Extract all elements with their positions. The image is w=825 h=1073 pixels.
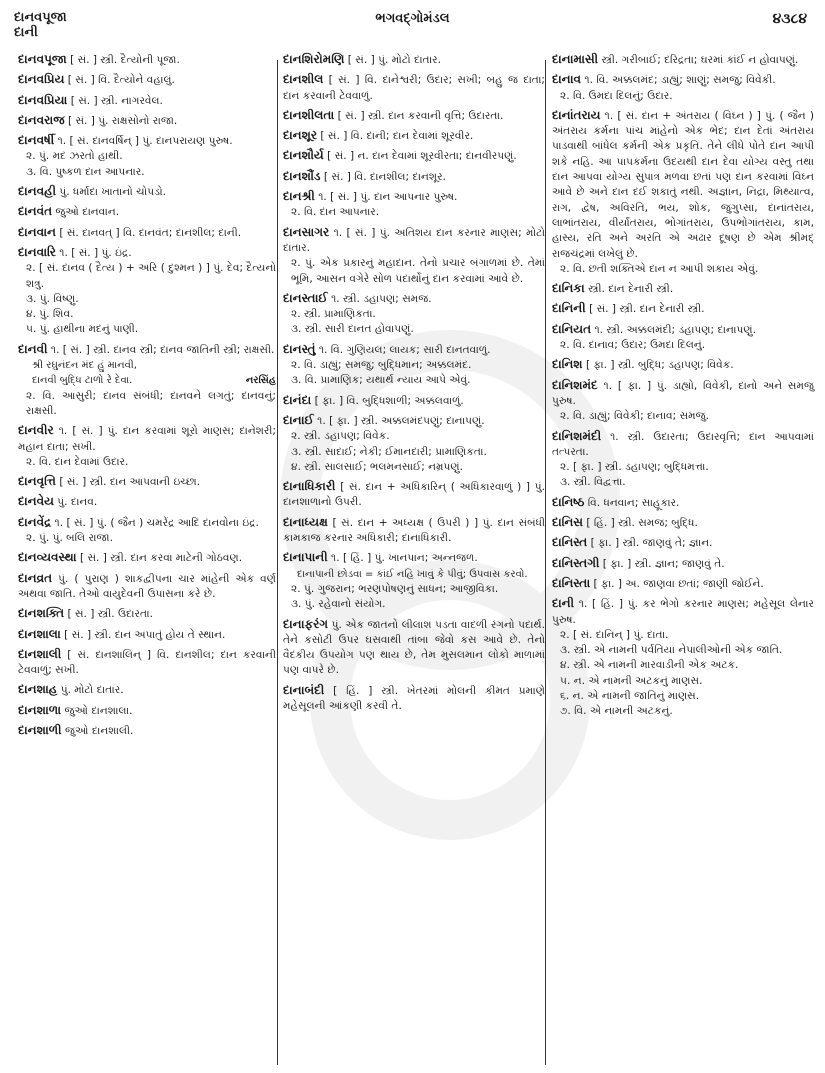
headword: દાનવપૂજા: [18, 52, 67, 66]
headword: દાનિશમંદી: [552, 428, 602, 443]
headword: દાનિકા: [552, 281, 585, 296]
dictionary-entry: [283, 52, 545, 68]
dictionary-entry: [18, 133, 276, 180]
definition: [ સં. ] પું. રાક્ષસોનો રાજા.: [67, 114, 178, 127]
headword: દાનશીલ: [283, 72, 324, 87]
headword: દાનવીર: [18, 423, 54, 438]
definition: ૧. [ હિં. ] પું. કર ભેગો કરનાર માણસ; મહેસૂલ લેનાર પુરુષ.: [552, 598, 814, 626]
headword: દાનવપ્રિયા: [18, 92, 68, 107]
dictionary-entry: [283, 393, 545, 409]
definition: ૧. [ હિં. ] પું. ખાનપાન; અન્નજળ.: [331, 552, 478, 565]
dictionary-entry: [18, 423, 276, 470]
headword: દાનિસ: [552, 515, 584, 530]
headword: દાનાધિકારી: [283, 479, 336, 494]
sense: ૨. [ ફા. ] સ્ત્રી. ડહાપણ; બુદ્ધિમત્તા.: [560, 461, 709, 474]
definition: ૧. [ સં. ] સ્ત્રી. દાનવ સ્ત્રી; દાનવ જાતિની સ્ત્રી; રાક્ષસી.: [50, 343, 275, 356]
definition: [ સં. દાન + અધિકારિન્ ( અધિકારવાળું ) ] પું. દાનશાળાનો ઉપરી.: [283, 481, 545, 509]
headword: દાનશિરોમણિ: [283, 52, 345, 66]
headword: દાનશાહ: [18, 682, 58, 697]
dictionary-entry: [552, 576, 814, 592]
dictionary-entry: [18, 571, 276, 603]
dictionary-entry: [18, 515, 276, 547]
dictionary-entry: [18, 342, 276, 419]
headword: દાનવ્રત: [18, 570, 53, 585]
sense: ૩. પું. રહેવાનો સંયોગ.: [291, 598, 386, 611]
definition: ૧. વિ. અક્કલમંદ; ડાહ્યું; શાણું; સમજુ; વિવેકી.: [584, 74, 776, 87]
dictionary-entry: [18, 494, 276, 510]
definition: ૧. [ ફા. ] સ્ત્રી. અક્કલમંદપણું; દાનાપણું.: [317, 414, 485, 427]
sense: ૨. સ્ત્રી. પ્રામાણિકતા.: [291, 308, 376, 321]
headword: દાનાપાની: [283, 550, 328, 565]
dictionary-entry: [552, 357, 814, 373]
definition: [ સં. ] સ્ત્રી. દાન આપવાની ઇચ્છા.: [59, 476, 201, 489]
definition: ૧. [ સં. દાન + અંતરાય ( વિઘ્ન ) ] પું. ( જૈન ) અંતરાય કર્મના પાંચ માંહેનો એક ભેદ; દાન દેતાં અંતરાય પાડવાથી બાંધેલ કર્મની એક પ્રકૃતિ. તેને લીધે પોતે દાન આપી શકે નહિ. આ પાપકર્મના ઉદયથી દાન દેવા યોગ્ય વસ્તુ તથા દાન આપવા યોગ્ય સુપાત્ર મળવા છતાં પણ દાન કરવામાં વિઘ્ન આવે છે અને દાન દઈ શકાતું નથી. અજ્ઞાન, નિદ્રા, મિથ્યાત્વ, રાગ, દ્વેષ, અવિરતિ, ભય, શોક, જુગુપ્સા, દાનાંતરાય, લાભાંતરાય, વીર્યાંતરાય, ભોગાંતરાય, ઉપભોગાંતરાય, કામ, હાસ્ય, રતિ અને અરતિ એ અઢાર દૂષણ છે એમ શ્રીમદ્ રાજચંદ્રમાં લખેલું છે.: [552, 109, 814, 260]
definition: [ સં. ] પું. મોટો દાતાર.: [347, 54, 441, 66]
sense: ૪. પું. શિવ.: [26, 308, 74, 321]
sense: ૫. ન. એ નામની અટકનું માણસ.: [560, 674, 703, 687]
dictionary-entry: [18, 606, 276, 622]
dictionary-entry: [18, 723, 276, 739]
sense: ૩. વિ. પુષ્કળ દાન આપનાર.: [26, 165, 145, 178]
sense: ૨. વિ. દાન દેવામાં ઉદાર.: [26, 455, 129, 468]
definition: પું. ( પુરાણ ) શાકદ્વીપના ચાર માંહેની એક વર્ણ અથવા જાતિ. તેઓ વાયુદેવની ઉપાસના કરે છે.: [18, 572, 277, 600]
dictionary-entry: [283, 189, 545, 221]
sense: ૩. વિ. પ્રામાણિક; યથાર્થ ન્યાય આપે એવું.: [291, 374, 471, 387]
dictionary-entry: [18, 113, 276, 129]
definition: ૧. [ સં. ] પું. દાન આપનાર પુરુષ.: [318, 191, 458, 204]
headword: દાનવ્યવસ્થા: [18, 550, 77, 565]
page-header: [0, 0, 825, 44]
sense: ૨. વિ. ઉમદા દિલનું; ઉદાર.: [560, 89, 673, 102]
definition: પું. એક જાતનો લીલાશ પડતા વાદળી રંગનો પદાર્થ. તેને કસોટી ઉપર ઘસવાથી તાંબા જેવો કસ આવે છે. તેનો વૈદકીય ઉપયોગ પણ થાય છે, તેમ મુસલમાન લોકો માળામાં પણ વાપરે છે.: [283, 618, 545, 677]
headword: દાનંદા: [283, 392, 312, 407]
headword: દાનશાલી: [18, 646, 62, 661]
sense: ૩. સ્ત્રી. સાદાઈ; નેકી; ઈમાનદારી; પ્રામાણિકતા.: [291, 445, 487, 458]
headword: દાનિસ્ત: [552, 535, 588, 550]
dictionary-entry: [18, 93, 276, 109]
sense: ૨. [ સં. દાનિન્ ] પું. દાતા.: [560, 628, 669, 641]
sense: ૨. પું. મદ ઝરતો હાથી.: [26, 150, 123, 163]
definition: [ હિં. ] સ્ત્રી. ખેતરમાં મોલની કીમત પ્રમાણે મહેસૂલની આંકણી કરવી તે.: [283, 684, 545, 712]
sense: ૩. સ્ત્રી. એ નામની પર્વતિયા નેપાલીઓની એક જાતિ.: [560, 644, 783, 657]
dictionary-entry: [552, 535, 814, 551]
headword: દાનામાસી: [552, 52, 599, 66]
sense: ૨. પું. એક પ્રકારનું મહાદાન. તેનો પ્રચાર બંગાળમાં છે. તેમાં ભૂમિ, આસન વગેરે સોળ પદાર્થોનું દાન કરવામાં આવે છે.: [291, 257, 545, 285]
sense: ૩. સ્ત્રી. વિદ્વત્તા.: [560, 476, 626, 489]
dictionary-entry: [283, 225, 545, 287]
dictionary-entry: [18, 204, 276, 220]
definition: વિ. ધનવાન; સાહૂકાર.: [587, 496, 680, 509]
headword: દાનાઈ: [283, 412, 314, 427]
definition: [ ફા. ] વિ. બુદ્ધિશાળી; અક્કલવાળું.: [314, 394, 464, 407]
headword: દાનવેંદ્ર: [18, 514, 52, 529]
sense: ૨. પું. ગુજરાન; ભરણપોષણનું સાધન; આજીવિકા.: [291, 582, 499, 595]
headword: દાનિની: [552, 301, 586, 316]
headword: દાનશક્તિ: [18, 606, 65, 621]
sense: ૨. વિ. દાનાવ; ઉદાર; ઉમદા દિલનું.: [560, 339, 706, 352]
dictionary-entry: [552, 52, 814, 68]
headword: દાનિષ્ઠ: [552, 494, 585, 509]
headword: દાનશૌંડ: [283, 168, 321, 183]
headword: દાનવપ્રિય: [18, 72, 65, 87]
headword: દાનવૃત્તિ: [18, 474, 56, 489]
sense: ૨. વિ. ડાહ્યું; વિવેકી; દાનાવ; સમજુ.: [560, 410, 710, 423]
headword: દાનશાળી: [18, 722, 62, 737]
headword: દાનશૌર્ય: [283, 148, 324, 163]
dictionary-entry: [552, 108, 814, 277]
headword: દાનવંત: [18, 204, 53, 219]
column-2: [283, 52, 545, 718]
definition: જુઓ દાનવાન.: [55, 206, 120, 219]
dictionary-entry: [283, 683, 545, 715]
definition: [ સં. ] વિ. દાની; દાન દેવામાં શૂરવીર.: [320, 130, 474, 143]
sense: ૩. પું. વિષ્ણુ.: [26, 292, 79, 305]
sense: ૨. પું. પું. બલિ રાજા.: [26, 532, 113, 545]
headword: દાનવી: [18, 341, 48, 356]
headword: દાનશાલા: [18, 626, 61, 641]
poet-attribution: નરસિંહ: [245, 375, 276, 387]
headword: દાનાધ્યક્ષ: [283, 514, 328, 529]
dictionary-entry: [283, 479, 545, 511]
definition: [ ફા. ] સ્ત્રી. બુદ્ધિ; ડહાપણ; વિવેક.: [585, 359, 734, 372]
definition: સ્ત્રી. ગરીબાઈ; દરિદ્રતા; ઘરમાં કાંઈ ન હોવાપણું.: [601, 54, 799, 66]
headword: દાનિસ્તા: [552, 575, 591, 590]
definition: ૧. સ્ત્રી. ઉદારતા; ઉદારવૃત્તિ; દાન આપવામાં તત્પરતા.: [552, 430, 815, 458]
dictionary-entry: [283, 72, 545, 104]
page-title: ભગવદ્ગોમંડલ: [375, 11, 450, 26]
guide-word-first: દાનવપૂજા: [14, 10, 67, 25]
definition: ૧. [ સં. ] પું. દાન કરવામાં શૂરો માણસ; દાનેશરી; મહાન દાતા; સખી.: [18, 425, 276, 453]
headword: દાનિયત: [552, 321, 592, 336]
headword: દાનાંતરાય: [552, 107, 601, 122]
sense: ૨. વિ. ડાહ્યું; સમજુ; બુદ્ધિમાન; અક્કલમંદ.: [291, 359, 472, 372]
headword: દાનસ્તાઈ: [283, 290, 328, 305]
dictionary-entry: [18, 245, 276, 338]
dictionary-entry: [283, 148, 545, 164]
definition: [ સં. ] સ્ત્રી. દાન દેનારી સ્ત્રી.: [589, 303, 705, 316]
definition: [ ફા. ] સ્ત્રી. જ્ઞાન; જાણવું તે.: [602, 557, 725, 570]
dictionary-entry: [18, 225, 276, 241]
definition: ૧. [ સં. ] પું. ઇંદ્ર.: [59, 246, 132, 259]
headword: દાનવેય: [18, 494, 54, 509]
dictionary-entry: [283, 550, 545, 612]
dictionary-entry: [18, 627, 276, 643]
dictionary-entry: [283, 128, 545, 144]
definition: [ સં. ] વિ. દાનશીલ; દાનશૂર.: [323, 170, 446, 183]
verse-line: દાનાપાની છોડવા = કાંઈ નહિ ખાવું કે પીવું; ઉપવાસ કરવો.: [297, 568, 528, 580]
dictionary-entry: [18, 703, 276, 719]
sense: ૨. વિ. આસુરી; દાનવ સંબંધી; દાનવને લગતું; દાનવનું; રાક્ષસી.: [26, 389, 276, 417]
definition: જુઓ દાનશાલા.: [64, 704, 133, 717]
sense: ૨. સ્ત્રી. ડહાપણ; વિવેક.: [291, 430, 390, 443]
definition: [ સં. ] વિ. દાનેશ્વરી; ઉદાર; સખી; બહુ જ દાતા; દાન કરવાની ટેવવાળું.: [283, 74, 545, 102]
headword: દાનસાગર: [283, 224, 330, 239]
headword: દાનવર્ષી: [18, 133, 55, 148]
page-number: ૪૩૮૪: [772, 11, 807, 27]
definition: ૧. [ સં. ] પું. અતિશય દાન કરનાર માણસ; મોટો દાતાર.: [283, 226, 545, 254]
headword: દાનવહી: [18, 184, 57, 199]
definition: [ સં. ] વિ. દૈત્યોને વહાલું.: [67, 74, 175, 87]
sense: ૨. [ સં. દાનવ ( દૈત્ય ) + અરિ ( દુશ્મન ) ] પું. દેવ; દૈત્યનો શત્રુ.: [26, 262, 276, 290]
dictionary-entry: [18, 72, 276, 88]
sense: ૨. વિ. છતી શક્તિએ દાન ન આપી શકાય એવું.: [560, 262, 759, 275]
headword: દાનશાળા: [18, 702, 62, 717]
dictionary-entry: [283, 617, 545, 679]
headword: દાનશીલતા: [283, 107, 335, 122]
dictionary-entry: [283, 342, 545, 389]
dictionary-entry: [283, 291, 545, 338]
dictionary-entry: [552, 429, 814, 491]
definition: પું. મોટો દાતાર.: [60, 684, 124, 697]
dictionary-entry: [552, 301, 814, 317]
headword: દાનવાન: [18, 224, 56, 239]
definition: ૧. [ ફા. ] પું. ડાહ્યો, વિવેકી, દાનો અને સમજુ પુરુષ.: [552, 379, 814, 407]
sense: ૪. સ્ત્રી. એ નામની મારવાડીની એક અટક.: [560, 659, 739, 672]
definition: પું. દાનવ.: [57, 496, 98, 509]
definition: સ્ત્રી. દાન દેનારી સ્ત્રી.: [588, 283, 674, 296]
sense: ૨. વિ. દાન આપનાર.: [291, 206, 380, 219]
dictionary-entry: [18, 184, 276, 200]
definition: પું. ધર્માદા ખાતાનો ચોપડો.: [59, 186, 166, 199]
definition: [ સં. ] ન. દાન દેવામાં શૂરવીરતા; દાનવીરપણું.: [327, 150, 517, 163]
verse-line: શ્રી રઘુનંદન મંદ હું માનવી,: [32, 360, 137, 372]
dictionary-entry: [283, 413, 545, 475]
dictionary-entry: [552, 322, 814, 354]
dictionary-entry: [552, 596, 814, 719]
sense: ૩. સ્ત્રી. સારી દાનત હોવાપણું.: [291, 323, 414, 336]
headword: દાનાવ: [552, 72, 582, 87]
dictionary-entry: [552, 495, 814, 511]
sense: ૪. સ્ત્રી. સાલસાઈ; ભલમનસાઈ; નમ્રપણું.: [291, 460, 463, 473]
definition: ૧. સ્ત્રી. અક્કલમંદી; ડહાપણ; દાનાપણું.: [594, 323, 756, 336]
definition: ૧. [ સં. દાનવર્ષિન્ ] પું. દાનપરાયણ પુરુષ.: [57, 135, 233, 148]
definition: [ સં. ] સ્ત્રી. ઉદારતા.: [67, 608, 153, 621]
headword: દાનાબંદી: [283, 682, 325, 697]
sense: ૭. વિ. એ નામની અટકનું.: [560, 705, 673, 718]
headword: દાનવરાજ: [18, 112, 65, 127]
definition: [ સં. દાનવત્ ] વિ. દાનવંત; દાનશીલ; દાની.: [59, 226, 242, 239]
column-3: [552, 52, 814, 724]
definition: [ સં. ] સ્ત્રી. દાન કરવા માટેની ગોઠવણ.: [79, 552, 243, 565]
sense: ૫. પું. હાથીના મદનું પાણી.: [26, 323, 139, 336]
dictionary-entry: [18, 474, 276, 490]
definition: [ હિં. ] સ્ત્રી. સમજ; બુદ્ધિ.: [586, 517, 698, 530]
dictionary-entry: [552, 556, 814, 572]
sense: ૬. ન. એ નામની જાતિનું માણસ.: [560, 689, 700, 702]
dictionary-entry: [18, 682, 276, 698]
headword: દાનસ્તું: [283, 341, 316, 356]
dictionary-entry: [552, 378, 814, 425]
headword: દાનિસ્તગી: [552, 555, 600, 570]
headword: દાનશૂર: [283, 128, 318, 143]
dictionary-entry: [552, 281, 814, 297]
guide-word-last: દાની: [14, 25, 38, 40]
dictionary-entry: [18, 550, 276, 566]
headword: દાનિશમંદ: [552, 377, 598, 392]
definition: [ સં. ] સ્ત્રી. દાન કરવાની વૃત્તિ; ઉદારતા.: [337, 109, 504, 122]
definition: [ ફા. ] સ્ત્રી. જાણવું તે; જ્ઞાન.: [590, 537, 713, 550]
dictionary-entry: [283, 108, 545, 124]
definition: [ સં. ] સ્ત્રી. દાન અપાતું હોય તે સ્થાન.: [64, 628, 226, 641]
headword: દાની: [552, 596, 575, 611]
verse-line: દાનવી બુદ્ધિ ટાળો રે દેવા. નરસિંહ: [18, 373, 276, 388]
definition: [ સં. ] સ્ત્રી. નાગરવેલ.: [70, 94, 163, 107]
definition: [ ફા. ] અ. જાણવા છતાં; જાણી જોઈને.: [593, 577, 764, 590]
definition: [ સં. દાન + અધ્યક્ષ ( ઉપરી ) ] પું. દાન સંબંધી કામકાજ કરનાર અધિકારી; દાનાધિકારી.: [283, 516, 545, 545]
headword: દાનવારિ: [18, 244, 56, 259]
column-1: [18, 52, 276, 743]
headword: દાનાફરંગ: [283, 616, 329, 631]
dictionary-entry: [283, 515, 545, 547]
definition: [ સં. ] સ્ત્રી. દૈત્યોની પૂજા.: [70, 54, 180, 66]
definition: [ સં. દાનશાલિન્ ] વિ. દાનશીલ; દાન કરવાની ટેવવાળું; સખી.: [18, 648, 276, 677]
dictionary-entry: [18, 647, 276, 679]
headword: દાનિશ: [552, 357, 583, 372]
definition: ૧. વિ. ગુણિયલ; લાયક; સારી દાનતવાળું.: [318, 343, 491, 356]
definition: જુઓ દાનશાલી.: [64, 724, 134, 737]
dictionary-entry: [18, 52, 276, 68]
definition: ૧. સ્ત્રી. ડહાપણ; સમજ.: [331, 292, 432, 305]
headword: દાનશ્રી: [283, 189, 315, 204]
definition: ૧. [ સં. ] પું. ( જૈન ) ચમરેંદ્ર આદિ દાનવોના ઇંદ્ર.: [54, 516, 259, 529]
dictionary-entry: [552, 515, 814, 531]
column-divider: [545, 60, 546, 1065]
column-divider: [277, 60, 278, 1065]
dictionary-entry: [552, 72, 814, 104]
dictionary-entry: [283, 169, 545, 185]
